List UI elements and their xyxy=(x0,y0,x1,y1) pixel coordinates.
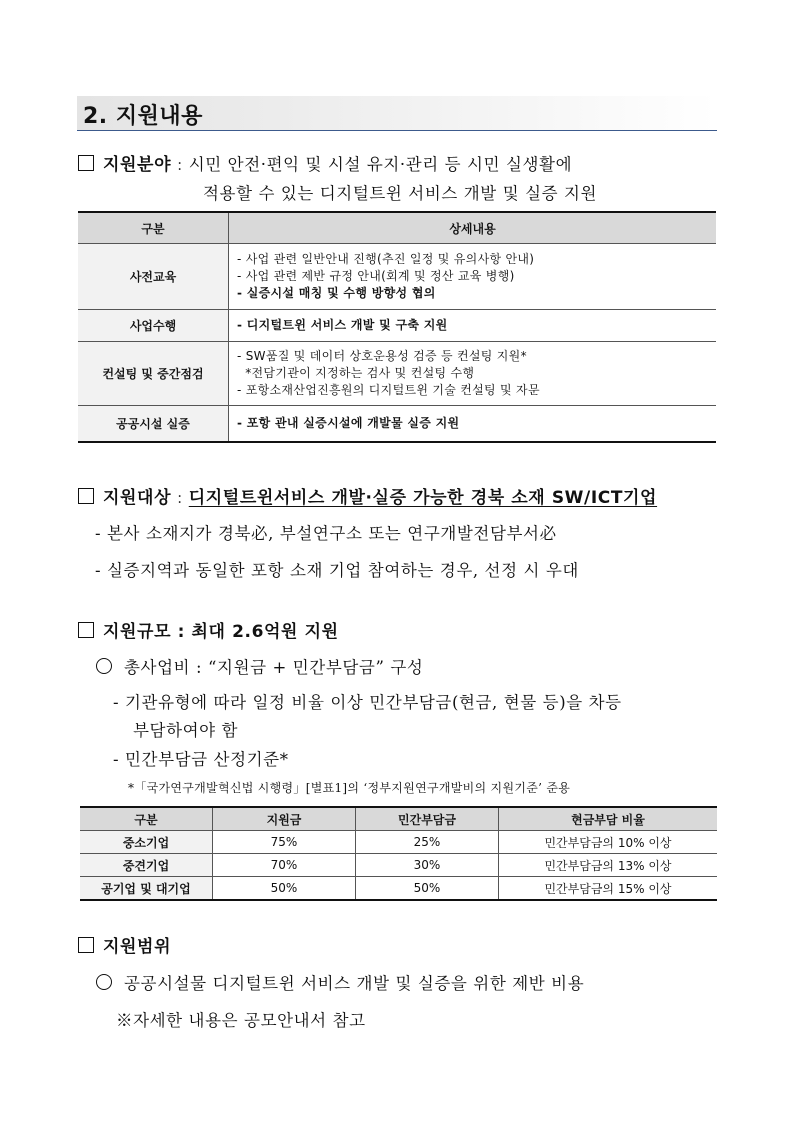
detail-line: - 포항소재산업진흥원의 디지털트윈 기술 컨설팅 및 자문 xyxy=(237,383,540,397)
table1-detail xyxy=(229,310,717,342)
scale-item-1a: - 기관유형에 따라 일정 비율 이상 민간부담금(현금, 현물 등)을 차등 xyxy=(113,693,622,712)
table2-cell: 민간부담금의 13% 이상 xyxy=(499,854,718,877)
table2-header: 민간부담금 xyxy=(356,807,499,831)
table1-cat: 사전교육 xyxy=(78,244,229,310)
target-block xyxy=(78,483,657,508)
section-title-bar xyxy=(77,96,717,131)
table-row xyxy=(78,244,716,310)
checkbox-square-icon xyxy=(78,937,94,953)
circle-bullet-icon xyxy=(96,658,112,674)
table1-detail xyxy=(229,342,717,406)
table-row xyxy=(80,831,717,854)
target-value: 디지털트윈서비스 개발·실증 가능한 경북 소재 SW/ICT기업 xyxy=(188,488,658,508)
scale-heading: 지원규모 : 최대 2.6억원 지원 xyxy=(103,622,339,642)
target-colon: : xyxy=(177,489,183,507)
field-heading: 지원분야 xyxy=(103,155,172,175)
table2-cell: 중견기업 xyxy=(80,854,213,877)
scale-block xyxy=(78,617,339,642)
table-row xyxy=(80,877,717,901)
detail-line: - 디지털트윈 서비스 개발 및 구축 지원 xyxy=(237,318,448,332)
table1-detail xyxy=(229,406,717,442)
range-note: ※자세한 내용은 공모안내서 참고 xyxy=(116,1011,366,1030)
detail-line: *전담기관이 지정하는 검사 및 컨설팅 수행 xyxy=(237,366,475,380)
table2-cell: 중소기업 xyxy=(80,831,213,854)
table1-cat: 컨설팅 및 중간점검 xyxy=(78,342,229,406)
table2-cell: 민간부담금의 10% 이상 xyxy=(499,831,718,854)
section-title: 2. 지원내용 xyxy=(83,104,203,129)
table2-header: 구분 xyxy=(80,807,213,831)
detail-line: - SW품질 및 데이터 상호운용성 검증 등 컨설팅 지원* xyxy=(237,349,527,363)
support-detail-table xyxy=(78,211,716,443)
table2-cell: 50% xyxy=(213,877,356,901)
target-item-1: - 본사 소재지가 경북必, 부설연구소 또는 연구개발전담부서必 xyxy=(95,524,557,543)
target-item-2: - 실증지역과 동일한 포항 소재 기업 참여하는 경우, 선정 시 우대 xyxy=(95,561,579,580)
checkbox-square-icon xyxy=(78,622,94,638)
field-line-1: 시민 안전·편익 및 시설 유지·관리 등 시민 실생활에 xyxy=(188,155,573,174)
table-row xyxy=(78,310,716,342)
range-block xyxy=(78,932,171,957)
range-heading: 지원범위 xyxy=(103,937,172,957)
table2-cell: 30% xyxy=(356,854,499,877)
field-colon: : xyxy=(177,156,183,174)
table2-cell: 75% xyxy=(213,831,356,854)
table1-detail xyxy=(229,244,717,310)
table1-cat: 공공시설 실증 xyxy=(78,406,229,442)
table1-cat: 사업수행 xyxy=(78,310,229,342)
scale-total-block xyxy=(96,654,423,678)
target-heading: 지원대상 xyxy=(103,488,172,508)
table2-cell: 25% xyxy=(356,831,499,854)
scale-total: 총사업비 : “지원금 + 민간부담금” 구성 xyxy=(124,658,424,677)
detail-line: - 포항 관내 실증시설에 개발물 실증 지원 xyxy=(237,415,460,430)
range-item: 공공시설물 디지털트윈 서비스 개발 및 실증을 위한 제반 비용 xyxy=(124,974,585,993)
field-line-2: 적용할 수 있는 디지털트윈 서비스 개발 및 실증 지원 xyxy=(203,184,598,203)
table2-cell: 70% xyxy=(213,854,356,877)
scale-note: *「국가연구개발혁신법 시행령」[별표1]의 ‘정부지원연구개발비의 지원기준’ 준용 xyxy=(128,781,571,795)
scale-item-2: - 민간부담금 산정기준* xyxy=(113,750,289,769)
circle-bullet-icon xyxy=(96,974,112,990)
table2-header: 지원금 xyxy=(213,807,356,831)
table2-cell: 50% xyxy=(356,877,499,901)
detail-line: - 사업 관련 제반 규정 안내(회계 및 정산 교육 병행) xyxy=(237,269,515,283)
scale-item-1b: 부담하여야 함 xyxy=(133,721,239,740)
field-block xyxy=(78,150,572,175)
cost-share-table xyxy=(80,806,717,901)
table-row xyxy=(80,854,717,877)
detail-line: - 실증시설 매칭 및 수행 방향성 협의 xyxy=(237,286,436,300)
checkbox-square-icon xyxy=(78,488,94,504)
table1-header-category: 구분 xyxy=(78,212,229,244)
table1-header-detail: 상세내용 xyxy=(229,212,717,244)
range-item-block xyxy=(96,970,584,994)
checkbox-square-icon xyxy=(78,155,94,171)
detail-line: - 사업 관련 일반안내 진행(추진 일정 및 유의사항 안내) xyxy=(237,252,535,266)
table2-header: 현금부담 비율 xyxy=(499,807,718,831)
table2-cell: 민간부담금의 15% 이상 xyxy=(499,877,718,901)
table2-cell: 공기업 및 대기업 xyxy=(80,877,213,901)
table-row xyxy=(78,342,716,406)
table-row xyxy=(78,406,716,442)
